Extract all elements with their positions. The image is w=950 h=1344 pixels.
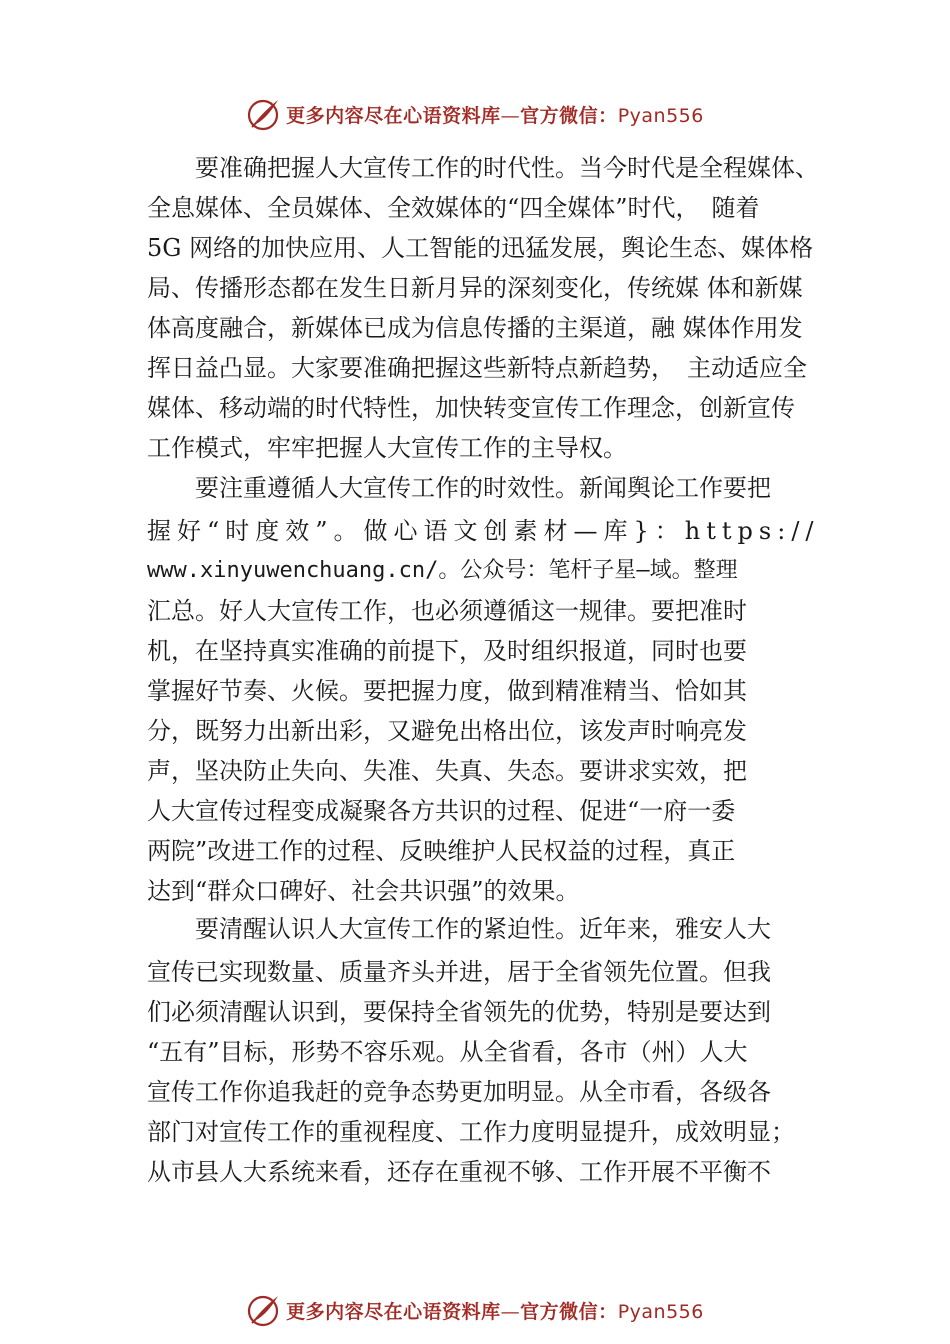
quill-logo-icon bbox=[246, 96, 282, 132]
text-line: 两院”改进工作的过程、反映维护人民权益的过程，真正 bbox=[147, 837, 736, 865]
text-line: 握好“时度效”。做心语文创素材—库}：https:// bbox=[147, 517, 820, 545]
banner-main-text: 更多内容尽在心语资料库 bbox=[286, 1300, 501, 1323]
text-line: 全息媒体、全员媒体、全效媒体的“四全媒体”时代， 随着 bbox=[147, 194, 760, 222]
quill-logo-icon bbox=[246, 1292, 282, 1328]
text-line: 体高度融合，新媒体已成为信息传播的主渠道，融 媒体作用发 bbox=[147, 314, 803, 342]
text-line: 掌握好节奏、火候。要把握力度，做到精准精当、恰如其 bbox=[147, 677, 747, 705]
text-line: 机，在坚持真实准确的前提下，及时组织报道，同时也要 bbox=[147, 637, 747, 665]
text-line: www.xinyuwenchuang.cn/。公众号：笔杆子星—域。整理 bbox=[147, 558, 738, 583]
banner-official-label: 官方微信： bbox=[520, 1300, 618, 1323]
text-line: 声，坚决防止失向、失准、失真、失态。要讲求实效，把 bbox=[147, 757, 747, 785]
banner-wechat-id: Pyan556 bbox=[617, 1300, 704, 1323]
header-banner bbox=[0, 94, 950, 134]
text-line: 要清醒认识人大宣传工作的紧迫性。近年来，雅安人大 bbox=[195, 915, 771, 943]
text-line: 要准确把握人大宣传工作的时代性。当今时代是全程媒体、 bbox=[195, 154, 819, 182]
text-line: “五有”目标，形势不容乐观。从全省看，各市（州）人大 bbox=[147, 1038, 748, 1066]
text-line: 宣传工作你追我赶的竞争态势更加明显。从全市看，各级各 bbox=[147, 1078, 771, 1106]
text-line: 要注重遵循人大宣传工作的时效性。新闻舆论工作要把 bbox=[195, 474, 771, 502]
text-line: 工作模式，牢牢把握人大宣传工作的主导权。 bbox=[147, 434, 627, 462]
banner-dash: — bbox=[500, 1300, 521, 1323]
text-line: 们必须清醒认识到，要保持全省领先的优势，特别是要达到 bbox=[147, 998, 771, 1026]
footer-banner bbox=[0, 1290, 950, 1330]
text-line: 媒体、移动端的时代特性，加快转变宣传工作理念，创新宣传 bbox=[147, 394, 795, 422]
text-line: 部门对宣传工作的重视程度、工作力度明显提升，成效明显； bbox=[147, 1118, 795, 1146]
banner-main-text: 更多内容尽在心语资料库 bbox=[286, 104, 501, 127]
text-line: 挥日益凸显。大家要准确把握这些新特点新趋势， 主动适应全 bbox=[147, 354, 807, 382]
text-line: 5G 网络的加快应用、人工智能的迅猛发展，舆论生态、媒体格 bbox=[147, 234, 814, 262]
text-line: 汇总。好人大宣传工作，也必须遵循这一规律。要把准时 bbox=[147, 597, 747, 625]
text-line: 宣传已实现数量、质量齐头并进，居于全省领先位置。但我 bbox=[147, 958, 771, 986]
banner-official-label: 官方微信： bbox=[520, 104, 618, 127]
text-line: 分，既努力出新出彩，又避免出格出位，该发声时响亮发 bbox=[147, 717, 747, 745]
text-line: 人大宣传过程变成凝聚各方共识的过程、促进“一府一委 bbox=[147, 797, 736, 825]
banner-wechat-id: Pyan556 bbox=[617, 104, 704, 127]
text-line: 达到“群众口碑好、社会共识强”的效果。 bbox=[147, 877, 580, 905]
text-line: 局、传播形态都在发生日新月异的深刻变化，传统媒 体和新媒 bbox=[147, 274, 803, 302]
text-line: 从市县人大系统来看，还存在重视不够、工作开展不平衡不 bbox=[147, 1158, 771, 1186]
banner-dash: — bbox=[500, 104, 521, 127]
